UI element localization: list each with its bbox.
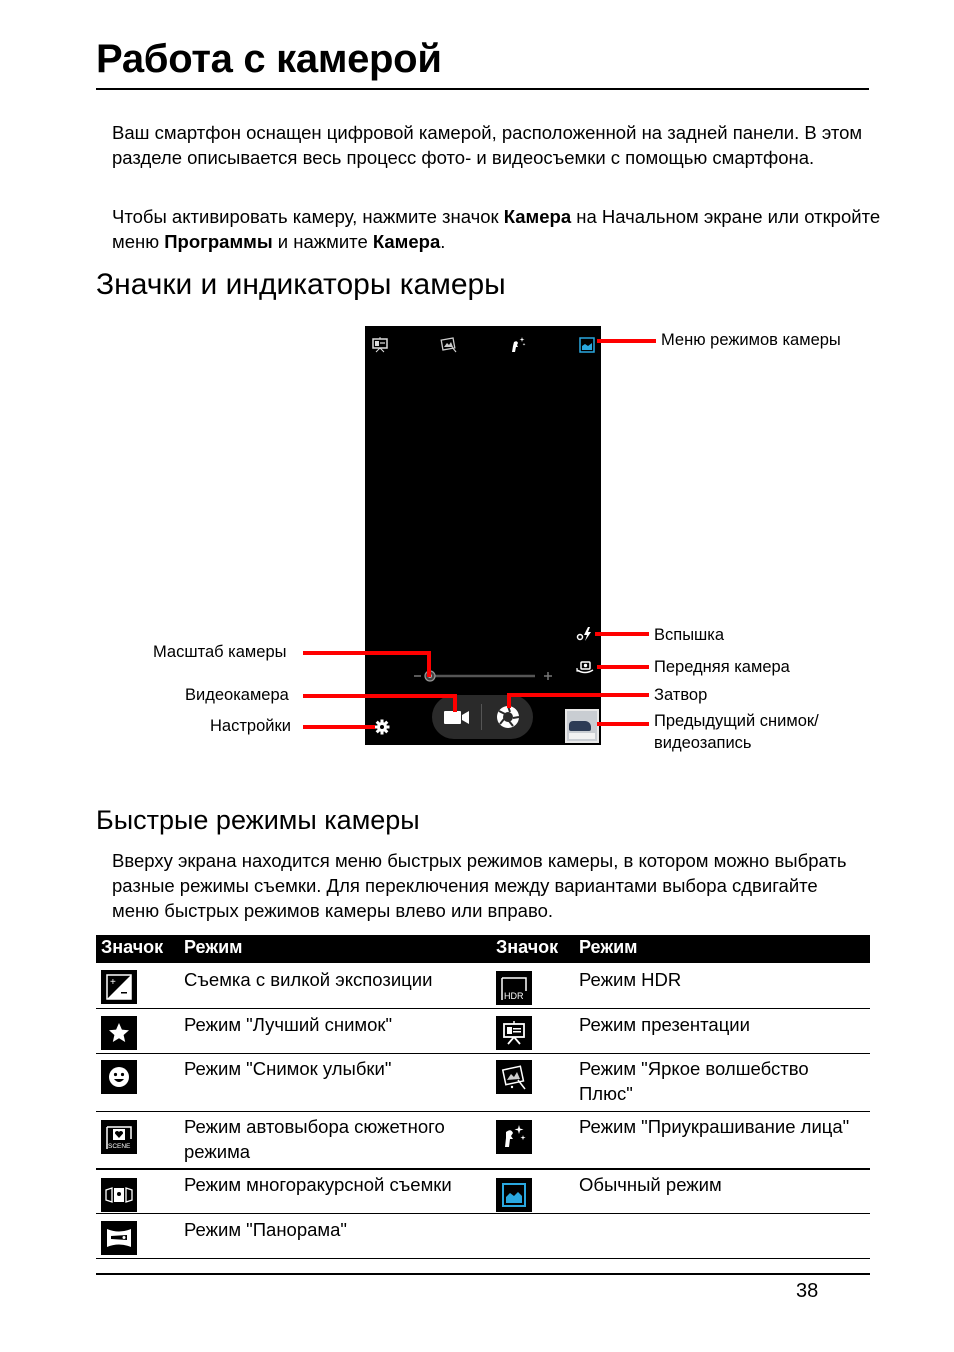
callout-line-previous: [597, 722, 649, 726]
callout-vline-video: [453, 694, 457, 712]
callout-line-mode-menu: [597, 339, 656, 343]
row-divider: [96, 1008, 870, 1009]
mode-label: Режим "Приукрашивание лица": [579, 1116, 850, 1137]
title-divider: [96, 88, 869, 90]
table-header: [96, 935, 870, 963]
label-video: Видеокамера: [185, 686, 289, 704]
normal-mode-icon: [496, 1178, 532, 1212]
auto-scene-icon: [101, 1120, 137, 1154]
header-icon-right: Значок: [496, 937, 559, 957]
exposure-bracket-icon: [101, 970, 137, 1004]
label-previous: Предыдущий снимок/: [654, 712, 819, 730]
row-divider: [96, 1168, 870, 1170]
mode-label: Режим "Панорама": [184, 1219, 347, 1240]
header-icon-left: Значок: [101, 937, 164, 957]
callout-line-flash: [595, 632, 649, 636]
activate-camera-paragraph: Чтобы активировать камеру, нажмите значок Камера на Начальном экране или откройте меню Программы и нажмите Камера.: [112, 206, 881, 252]
switch-camera-icon[interactable]: [575, 660, 595, 681]
section-heading-icons: Значки и индикаторы камеры: [96, 268, 506, 301]
quick-modes-paragraph: Вверху экрана находится меню быстрых режимов камеры, в котором можно выбрать разные режимы съемки. Для переключения между вариантами выбора сдвигайте меню быстрых режимов камеры влево или вправо.: [112, 850, 847, 921]
callout-line-shutter: [507, 693, 649, 697]
label-zoom: Масштаб камеры: [153, 643, 287, 661]
header-mode-left: Режим: [184, 937, 243, 957]
label-settings: Настройки: [210, 717, 291, 735]
settings-gear-icon[interactable]: [374, 719, 390, 740]
section-heading-quick-modes: Быстрые режимы камеры: [96, 805, 420, 835]
svg-text:HDR: HDR: [504, 991, 524, 1001]
face-beautify-icon: [496, 1120, 532, 1154]
label-mode-menu: Меню режимов камеры: [661, 331, 841, 349]
mode-label: Режим HDR: [579, 969, 682, 990]
mode-label: Режим "Лучший снимок": [184, 1014, 393, 1035]
zoom-slider[interactable]: [413, 669, 555, 688]
mode-label: Режим "Яркое волшебство Плюс": [579, 1058, 809, 1104]
smile-icon: [101, 1060, 137, 1094]
best-shot-star-icon: [101, 1016, 137, 1050]
callout-line-video: [303, 694, 457, 698]
multi-angle-icon: [101, 1178, 137, 1212]
svg-text:+: +: [110, 977, 116, 988]
normal-mode-icon[interactable]: [579, 337, 595, 358]
presentation-icon[interactable]: [372, 337, 388, 358]
control-divider: [481, 704, 482, 730]
face-beautify-icon[interactable]: [509, 336, 527, 359]
shutter-icon[interactable]: [496, 705, 520, 734]
mode-label: Режим автовыбора сюжетного режима: [184, 1116, 445, 1162]
previous-photo-thumbnail[interactable]: [565, 709, 599, 743]
footer-divider: [96, 1273, 870, 1275]
callout-line-settings: [303, 725, 375, 729]
flash-auto-icon[interactable]: [576, 626, 594, 647]
row-divider: [96, 1053, 870, 1054]
label-shutter: Затвор: [654, 686, 708, 704]
hdr-icon: [496, 971, 532, 1005]
page-number: 38: [796, 1280, 819, 1302]
camera-screen: [365, 326, 601, 745]
mode-label: Режим презентации: [579, 1014, 750, 1035]
label-front-camera: Передняя камера: [654, 658, 790, 676]
intro-paragraph: Ваш смартфон оснащен цифровой камерой, расположенной на задней панели. В этом разделе описывается весь процесс фото- и видеосъемки с помощью смартфона.: [112, 122, 863, 168]
mode-label: Режим многоракурсной съемки: [184, 1174, 452, 1195]
panorama-icon: [101, 1221, 137, 1255]
vivid-magic-icon: [496, 1060, 532, 1094]
video-camera-icon[interactable]: [444, 708, 470, 731]
presentation-icon: [496, 1016, 532, 1050]
row-divider: [96, 1111, 870, 1112]
svg-text:SCENE: SCENE: [108, 1143, 131, 1150]
callout-line-front-camera: [597, 665, 649, 669]
vivid-magic-icon[interactable]: [440, 337, 458, 358]
row-divider: [96, 1213, 870, 1214]
row-divider: [96, 1258, 870, 1259]
page-title: Работа с камерой: [96, 37, 442, 81]
label-previous-line2: видеозапись: [654, 734, 752, 752]
callout-vline-zoom: [427, 651, 431, 677]
label-flash: Вспышка: [654, 626, 725, 644]
callout-line-zoom: [303, 651, 431, 655]
mode-label: Режим "Снимок улыбки": [184, 1058, 392, 1079]
mode-label: Съемка с вилкой экспозиции: [184, 969, 433, 990]
header-mode-right: Режим: [579, 937, 638, 957]
capture-controls: [432, 695, 533, 739]
mode-label: Обычный режим: [579, 1174, 722, 1195]
